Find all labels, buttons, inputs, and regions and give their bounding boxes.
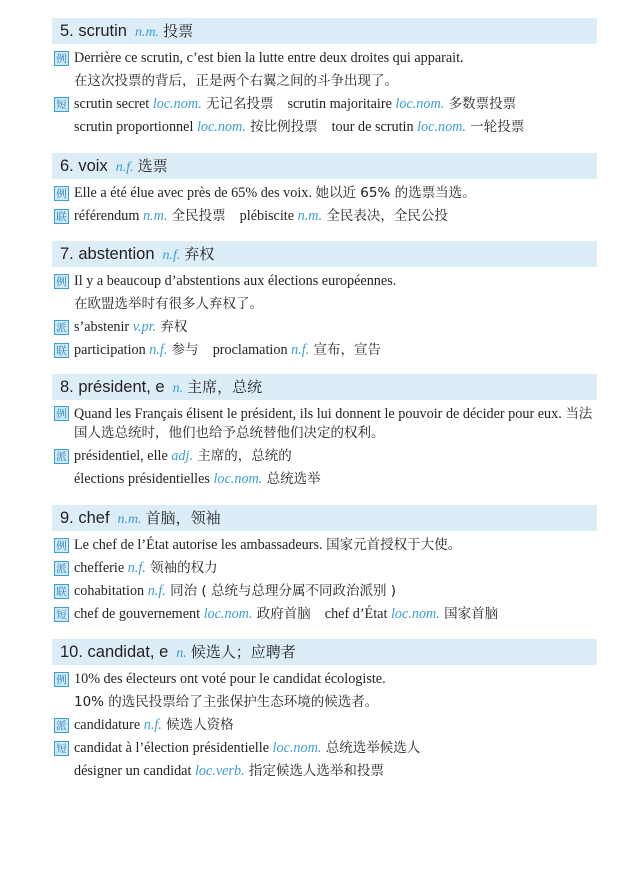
entry-line: [52, 760, 597, 783]
chinese-text: 政府首脑: [252, 606, 311, 622]
entry-line: [52, 691, 597, 714]
chinese-meaning: 投票: [163, 22, 194, 40]
french-text: plébiscite: [239, 208, 298, 224]
french-text: Le chef de l’État autorise les ambassadeurs.: [74, 537, 327, 553]
grammar-tag: loc.nom.: [395, 96, 445, 112]
chinese-text: 候选人资格: [161, 717, 234, 733]
grammar-tag: loc.nom.: [152, 96, 202, 112]
chinese-meaning: 弃权: [184, 245, 215, 263]
entry-4: [52, 505, 597, 626]
french-text: participation: [74, 342, 150, 358]
headword: président, e: [78, 378, 165, 396]
chinese-text: 多数票投票: [444, 96, 517, 112]
grammar-tag: n.f.: [127, 560, 146, 576]
french-text: candidature: [74, 717, 144, 733]
chinese-meaning: 选票: [137, 157, 168, 175]
chinese-text: 同治 ( 总统与总理分属不同政治派别 ): [165, 583, 397, 599]
chinese-text: 10% 的选民投票给了主张保护生态环境的候选者。: [74, 694, 379, 710]
chinese-meaning: 候选人；应聘者: [190, 643, 296, 661]
entry-line: [52, 534, 597, 557]
chinese-text: 她以近 65% 的选票当选。: [315, 185, 476, 201]
chinese-text: 指定候选人选举和投票: [244, 763, 384, 779]
label-badge: 派: [54, 449, 69, 464]
entry-0: [52, 18, 597, 139]
headword: voix: [78, 157, 108, 175]
chinese-text: 无记名投票: [201, 96, 274, 112]
label-badge: 派: [54, 561, 69, 576]
grammar-tag: loc.nom.: [196, 119, 246, 135]
chinese-text: 在欧盟选举时有很多人弃权了。: [74, 296, 263, 312]
entry-line: [52, 737, 597, 760]
entry-line: [52, 293, 597, 316]
french-text: 10% des électeurs ont voté pour le candidat écologiste.: [74, 671, 386, 687]
entry-number: 7.: [60, 245, 74, 263]
french-text: s’abstenir: [74, 319, 133, 335]
entry-line: [52, 714, 597, 737]
label-badge: 联: [54, 343, 69, 358]
chinese-text: 总统选举候选人: [321, 740, 421, 756]
grammar-tag: v.pr.: [132, 319, 157, 335]
entry-line: [52, 580, 597, 603]
chinese-text: 领袖的权力: [145, 560, 218, 576]
french-text: Derrière ce scrutin, c’est bien la lutte entre deux droites qui apparait.: [74, 50, 464, 66]
grammar-tag: n.f.: [149, 342, 168, 358]
french-text: chef de gouvernement: [74, 606, 204, 622]
grammar-tag: n.m.: [297, 208, 323, 224]
chinese-text: 主席的，总统的: [193, 448, 292, 464]
entry-line: [52, 557, 597, 580]
label-badge: 联: [54, 209, 69, 224]
part-of-speech: n.f.: [115, 160, 134, 175]
entry-line: [52, 403, 597, 445]
part-of-speech: n.m.: [117, 512, 142, 527]
label-badge: 短: [54, 97, 69, 112]
entry-line: [52, 270, 597, 293]
label-badge: 例: [54, 186, 69, 201]
label-badge: 例: [54, 51, 69, 66]
french-text: élections présidentielles: [74, 471, 214, 487]
chinese-meaning: 主席，总统: [187, 378, 263, 396]
french-text: Quand les Français élisent le président, ils lui donnent le pouvoir de décider pour eux.: [74, 406, 566, 422]
entry-line: [52, 603, 597, 626]
entry-line: [52, 93, 597, 116]
grammar-tag: n.m.: [142, 208, 168, 224]
chinese-text: 一轮投票: [465, 119, 525, 135]
french-text: chef d’État: [324, 606, 391, 622]
french-text: scrutin secret: [74, 96, 153, 112]
entry-heading: [52, 374, 597, 400]
entry-heading: [52, 18, 597, 44]
label-badge: 短: [54, 741, 69, 756]
entry-line: [52, 182, 597, 205]
part-of-speech: n.f.: [162, 248, 181, 263]
chinese-text: 宣布，宣告: [309, 342, 382, 358]
grammar-tag: n.f.: [143, 717, 162, 733]
french-text: Il y a beaucoup d’abstentions aux élections européennes.: [74, 273, 397, 289]
chinese-text: 当法国人选总统时，他们也给予总统替他们决定的权利。: [74, 406, 593, 441]
chinese-text: 国家首脑: [439, 606, 499, 622]
label-badge: 派: [54, 320, 69, 335]
grammar-tag: n.f.: [291, 342, 310, 358]
entry-line: [52, 316, 597, 339]
label-badge: 例: [54, 406, 69, 421]
grammar-tag: loc.nom.: [390, 606, 440, 622]
chinese-text: 总统选举: [262, 471, 321, 487]
part-of-speech: n.: [176, 646, 187, 661]
french-text: scrutin majoritaire: [287, 96, 396, 112]
headword: abstention: [78, 245, 155, 263]
entry-line: [52, 339, 597, 362]
chinese-text: 全民投票: [167, 208, 226, 224]
entry-line: [52, 47, 597, 70]
part-of-speech: n.m.: [134, 25, 160, 40]
entry-line: [52, 468, 597, 491]
grammar-tag: n.f.: [147, 583, 166, 599]
entry-number: 6.: [60, 157, 74, 175]
chinese-text: 在这次投票的背后，正是两个右翼之间的斗争出现了。: [74, 73, 398, 89]
label-badge: 例: [54, 672, 69, 687]
headword: chef: [78, 509, 110, 527]
chinese-text: 国家元首授权于大使。: [326, 537, 462, 553]
entry-1: [52, 153, 597, 228]
french-text: référendum: [74, 208, 143, 224]
french-text: cohabitation: [74, 583, 148, 599]
label-badge: 例: [54, 538, 69, 553]
entry-heading: [52, 153, 597, 179]
grammar-tag: loc.verb.: [194, 763, 245, 779]
french-text: présidentiel, elle: [74, 448, 172, 464]
chinese-text: 按比例投票: [245, 119, 318, 135]
grammar-tag: loc.nom.: [213, 471, 263, 487]
grammar-tag: loc.nom.: [417, 119, 466, 135]
french-text: proclamation: [212, 342, 292, 358]
label-badge: 例: [54, 274, 69, 289]
headword: candidat, e: [87, 643, 169, 661]
entry-line: [52, 668, 597, 691]
label-badge: 派: [54, 718, 69, 733]
entry-number: 8.: [60, 378, 74, 396]
entry-number: 5.: [60, 22, 74, 40]
headword: scrutin: [78, 22, 127, 40]
entry-line: [52, 205, 597, 228]
entry-number: 10.: [60, 643, 83, 661]
entry-number: 9.: [60, 509, 74, 527]
french-text: chefferie: [74, 560, 128, 576]
entry-heading: [52, 241, 597, 267]
chinese-meaning: 首脑，领袖: [145, 509, 221, 527]
french-text: scrutin proportionnel: [74, 119, 197, 135]
part-of-speech: n.: [172, 381, 184, 396]
french-text: Elle a été élue avec près de 65% des voix.: [74, 185, 316, 201]
entry-2: [52, 241, 597, 362]
entry-line: [52, 116, 597, 139]
entry-heading: [52, 505, 597, 531]
grammar-tag: loc.nom.: [272, 740, 322, 756]
entry-line: [52, 445, 597, 468]
chinese-text: 全民表决，全民公投: [322, 208, 448, 224]
chinese-text: 参与: [167, 342, 199, 358]
grammar-tag: adj.: [171, 448, 193, 464]
chinese-text: 弃权: [156, 319, 188, 335]
grammar-tag: loc.nom.: [203, 606, 253, 622]
entry-3: [52, 374, 597, 491]
french-text: tour de scrutin: [331, 119, 418, 135]
entry-line: [52, 70, 597, 93]
label-badge: 联: [54, 584, 69, 599]
french-text: candidat à l’élection présidentielle: [74, 740, 273, 756]
label-badge: 短: [54, 607, 69, 622]
entry-5: [52, 639, 597, 783]
french-text: désigner un candidat: [74, 763, 195, 779]
entry-heading: [52, 639, 597, 665]
